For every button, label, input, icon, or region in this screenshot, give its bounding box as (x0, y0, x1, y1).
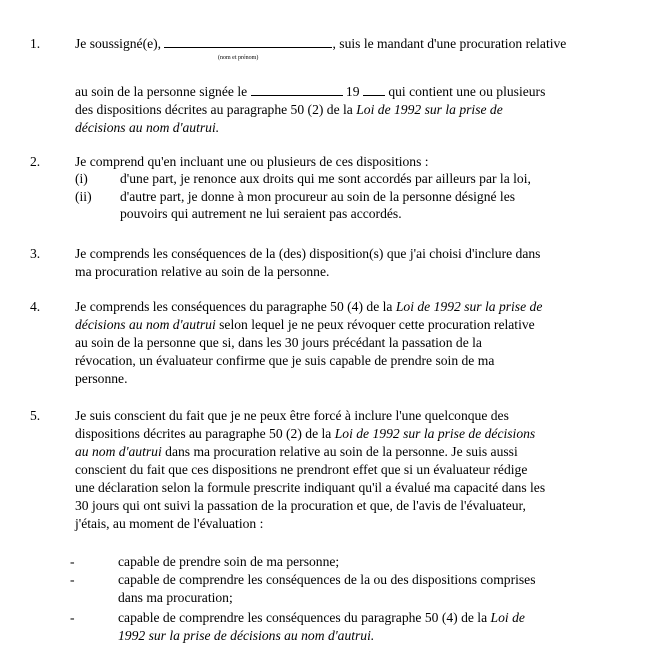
item-4-line-4: révocation, un évaluateur confirme que je suis capable de prendre soin de ma (75, 353, 495, 368)
item-4-line-2: décisions au nom d'autrui selon lequel je ne peux révoquer cette procuration relative (75, 317, 535, 332)
item-1-line-2: au soin de la personne signée le 19 qui contient une ou plusieurs (75, 84, 546, 99)
item-5-line-1: Je suis conscient du fait que je ne peux être forcé à inclure l'une quelconque des (75, 408, 509, 423)
bullet-text: capable de prendre soin de ma personne; (118, 554, 340, 569)
bullet-dash: - (70, 572, 75, 587)
item-5-line-6: 30 jours qui ont suivi la passation de la procuration et que, de l'avis de l'évaluateur, (75, 498, 526, 513)
item-5-line-7: j'étais, au moment de l'évaluation : (75, 516, 264, 531)
item-5-line-5: une déclaration selon la formule prescrite indiquant qu'il a évalué ma capacité dans les (75, 480, 546, 495)
item-5-line-4: conscient du fait que ces dispositions ne prendront effet que si un évaluateur rédige (75, 462, 528, 477)
item-1-line-3: des dispositions décrites au paragraphe 50 (2) de la Loi de 1992 sur la prise de (75, 102, 503, 117)
item-3-line-2: ma procuration relative au soin de la personne. (75, 264, 330, 279)
item-number: 1. (30, 36, 41, 51)
bullet-dash: - (70, 610, 75, 625)
item-1-line-1: Je soussigné(e), , suis le mandant d'une procuration relative (75, 36, 567, 51)
item-4-line-5: personne. (75, 371, 128, 386)
item-number: 2. (30, 154, 41, 169)
item-5-line-3: au nom d'autrui dans ma procuration relative au soin de la personne. Je suis aussi (75, 444, 518, 459)
name-caption: (nom et prénom) (218, 55, 259, 61)
date-field[interactable] (251, 83, 343, 96)
bullet-text: capable de comprendre les conséquences de la ou des dispositions comprises (118, 572, 536, 587)
sub-item-marker: (i) (75, 171, 88, 186)
item-2-intro: Je comprend qu'en incluant une ou plusieurs de ces dispositions : (75, 154, 429, 169)
bullet-text: capable de comprendre les conséquences du paragraphe 50 (4) de la Loi de (118, 610, 525, 625)
item-number: 3. (30, 246, 41, 261)
sub-item-marker: (ii) (75, 189, 92, 204)
item-4-line-1: Je comprends les conséquences du paragraphe 50 (4) de la Loi de 1992 sur la prise de (75, 299, 543, 314)
item-3-line-1: Je comprends les conséquences de la (des) disposition(s) que j'ai choisi d'inclure dans (75, 246, 541, 261)
bullet-text: dans ma procuration; (118, 590, 233, 605)
item-4-line-3: au soin de la personne que si, dans les 30 jours précédant la passation de la (75, 335, 482, 350)
item-number: 5. (30, 408, 41, 423)
name-field[interactable] (164, 35, 332, 48)
item-5-line-2: dispositions décrites au paragraphe 50 (2) de la Loi de 1992 sur la prise de décisions (75, 426, 536, 441)
sub-item-text: d'autre part, je donne à mon procureur au soin de la personne désigné les (120, 189, 516, 204)
item-number: 4. (30, 299, 41, 314)
item-1-line-4: décisions au nom d'autrui. (75, 120, 220, 135)
year-field[interactable] (363, 83, 385, 96)
bullet-text: 1992 sur la prise de décisions au nom d'autrui. (118, 628, 375, 643)
bullet-dash: - (70, 554, 75, 569)
sub-item-text: d'une part, je renonce aux droits qui me sont accordés par ailleurs par la loi, (120, 171, 531, 186)
sub-item-text: pouvoirs qui autrement ne lui seraient pas accordés. (120, 206, 402, 221)
